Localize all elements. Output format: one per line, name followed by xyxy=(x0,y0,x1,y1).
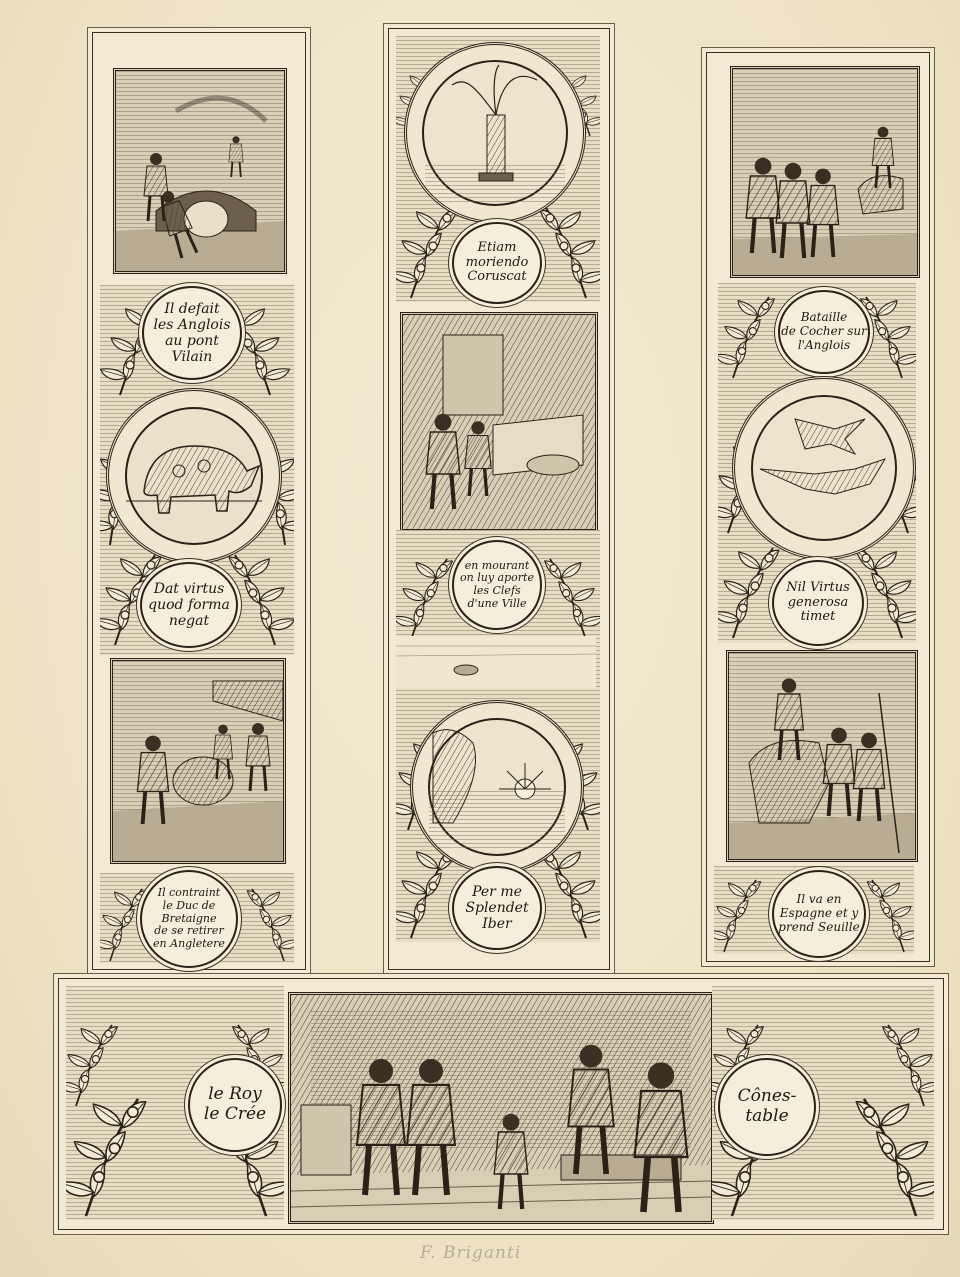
eagles-fighting-medallion xyxy=(732,376,916,560)
caption-nil-virtus: Nil Virtus generosa timet xyxy=(772,560,864,646)
caption-conestable: Cônes- table xyxy=(718,1058,816,1156)
caption-duc-de-bretaigne: Il contraint le Duc de Bretaigne de se retirer en Angletere xyxy=(140,870,238,968)
deathbed-scene xyxy=(400,312,598,532)
burning-column-medallion xyxy=(404,42,586,224)
caption-per-me-splendet: Per me Splendet Iber xyxy=(452,866,542,950)
caption-dat-virtus: Dat virtus quod forma negat xyxy=(140,562,238,648)
duke-retreat-scene xyxy=(110,658,286,864)
king-investiture-scene xyxy=(288,992,714,1224)
caption-en-mourant: en mourant on luy aporte les Clefs d'une Ville xyxy=(452,540,542,630)
pencil-inscription: F. Briganti xyxy=(420,1243,522,1263)
caption-etiam-moriendo: Etiam moriendo Coruscat xyxy=(452,222,542,304)
caption-bataille-de-cocher: Bataille de Cocher sur l'Anglois xyxy=(778,290,870,374)
caption-pont-vilain: Il defait les Anglois au pont Vilain xyxy=(142,286,242,380)
rhinoceros-medallion xyxy=(106,388,282,564)
caption-espagne-seuille: Il va en Espagne et y prend Seuille xyxy=(772,870,866,958)
soldiers-and-rider-scene xyxy=(730,66,920,278)
rising-sun-medallion xyxy=(410,700,584,874)
river-landscape xyxy=(396,636,596,688)
cavalry-march-scene xyxy=(726,650,918,862)
caption-le-roy-le-cree: le Roy le Crée xyxy=(188,1058,282,1152)
battle-at-bridge-scene xyxy=(113,68,287,274)
